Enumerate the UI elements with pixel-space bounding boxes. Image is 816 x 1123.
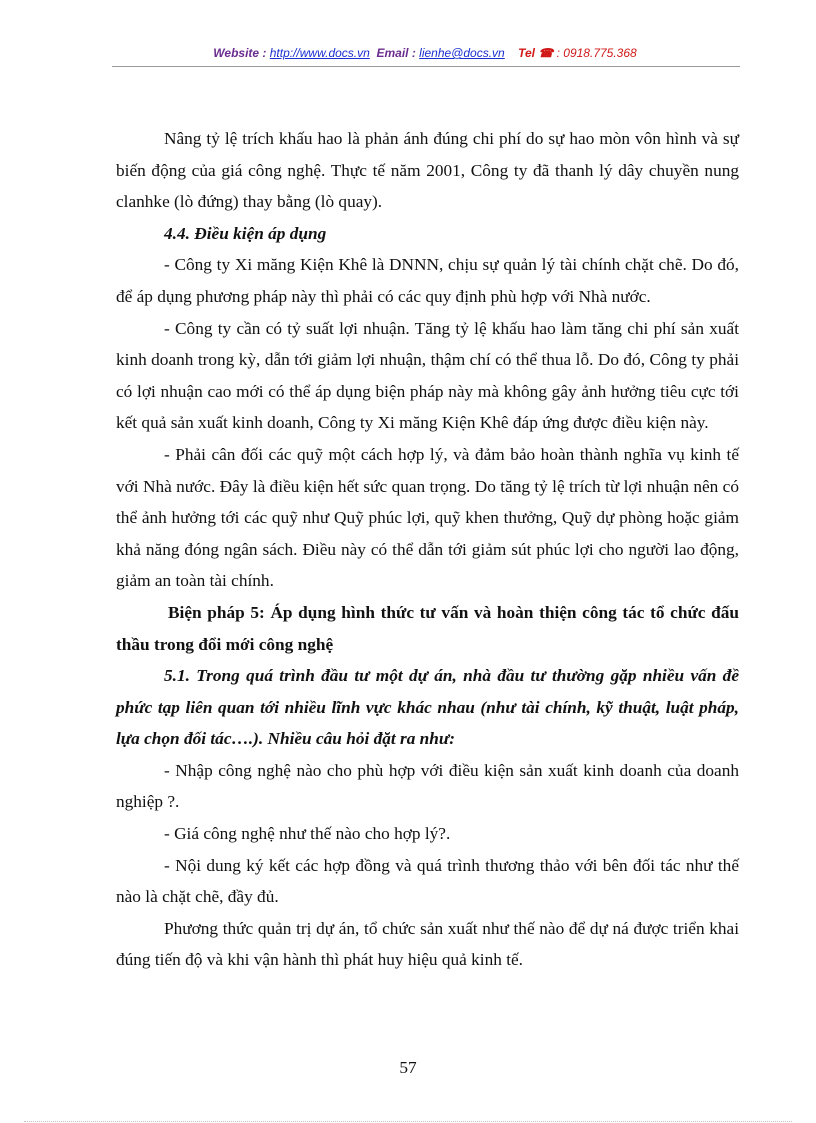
website-link[interactable]: http://www.docs.vn (269, 46, 370, 60)
question-item-2: - Giá công nghệ như thế nào cho hợp lý?. (164, 824, 451, 844)
website-label: Website (213, 46, 260, 60)
section-heading-4-4: 4.4. Điều kiện áp dụng (164, 223, 327, 243)
header-divider (112, 66, 740, 67)
paragraph-depreciation: Nâng tỷ lệ trích khấu hao là phản ánh đúng chi phí do sự hao mòn vôn hình và sự biến động của giá công nghệ. Thực tế năm 2001, Công ty đã thanh lý dây chuyền nung clanhke (lò đứng) thay bằng (lò quay). (116, 129, 739, 212)
tel-label: Tel (518, 46, 535, 60)
page-number: 57 (399, 1058, 417, 1077)
paragraph-condition-2: - Công ty cần có tỷ suất lợi nhuận. Tăng tỷ lệ khấu hao làm tăng chi phí sản xuất kinh doanh trong kỳ, dẫn tới giảm lợi nhuận, thậm chí có thể thua lỗ. Do đó, Công ty phải có lợi nhuận cao mới có thể áp dụng biện pháp này mà không gây ảnh hưởng tiêu cực tới kết quả sản xuất kinh doanh, Công ty Xi măng Kiện Khê đáp ứng được điều kiện này. (116, 318, 739, 433)
paragraph-condition-3: - Phải cân đối các quỹ một cách hợp lý, và đảm bảo hoàn thành nghĩa vụ kinh tế với Nhà nước. Đây là điều kiện hết sức quan trọng. Do tăng tỷ lệ trích từ lợi nhuận nên có thể ảnh hưởng tới các quỹ như Quỹ phúc lợi, quỹ khen thưởng, Quỹ dự phòng hoặc giảm khả năng đóng ngân sách. Điều này có thể dẫn tới giảm sút phúc lợi cho người lao động, giảm an toàn tài chính. (116, 444, 739, 591)
question-item-1: - Nhập công nghệ nào cho phù hợp với điều kiện sản xuất kinh doanh của doanh nghiệp ?. (116, 760, 739, 812)
section-heading-5-1: 5.1. Trong quá trình đầu tư một dự án, nhà đầu tư thường gặp nhiều vấn đề phức tạp liên quan tới nhiều lĩnh vực khác nhau (như tài chính, kỹ thuật, luật pháp, lựa chọn đối tác….). Nhiều câu hỏi đặt ra như: (116, 666, 739, 749)
email-link[interactable]: lienhe@docs.vn (419, 46, 505, 60)
question-item-3: - Nội dung ký kết các hợp đồng và quá trình thương thảo với bên đối tác như thế nào là chặt chẽ, đầy đủ. (116, 855, 739, 907)
document-body (116, 123, 739, 976)
page-header (110, 46, 740, 60)
paragraph-project-management: Phương thức quản trị dự án, tổ chức sản xuất như thế nào để dự ná được triển khai đúng tiến độ và khi vận hành thì phát huy hiệu quả kinh tế. (116, 918, 739, 970)
email-label: Email (376, 46, 409, 60)
paragraph-condition-1: - Công ty Xi măng Kiện Khê là DNNN, chịu sự quản lý tài chính chặt chẽ. Do đó, để áp dụng phương pháp này thì phải có các quy định phù hợp với Nhà nước. (116, 255, 739, 306)
email-separator: : (408, 46, 420, 60)
measure-5-heading: Biện pháp 5: Áp dụng hình thức tư vấn và hoàn thiện công tác tổ chức đấu thầu trong đổi mới công nghệ (116, 602, 739, 654)
phone-icon: ☎ (538, 46, 554, 60)
footer-divider (24, 1121, 792, 1122)
tel-number: : 0918.775.368 (553, 46, 637, 60)
website-separator: : (259, 46, 270, 60)
